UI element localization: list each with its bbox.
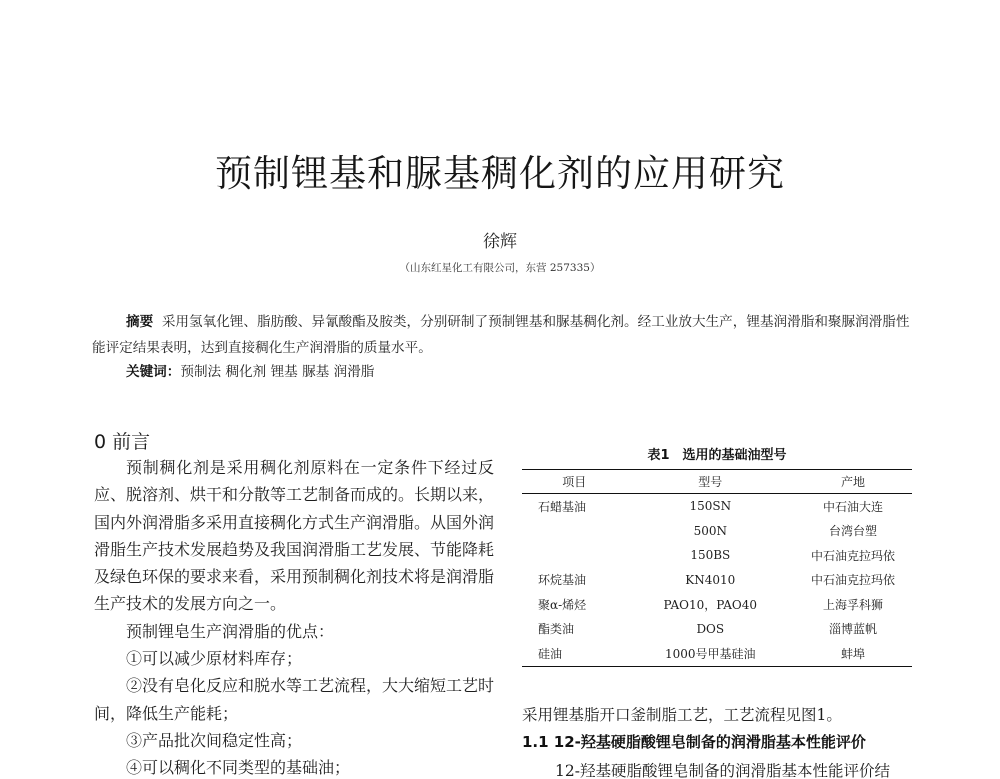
base-oil-table xyxy=(522,469,912,667)
abstract-text: 采用氢氧化锂、脂肪酸、异氰酸酯及胺类，分别研制了预制锂基和脲基稠化剂。经工业放大生产，锂基润滑脂和聚脲润滑脂性能评定结果表明，达到直接稠化生产润滑脂的质量水平。 xyxy=(92,314,910,356)
table-cell: 150SN xyxy=(689,499,732,514)
table-row xyxy=(522,617,912,642)
advantage-item: ②没有皂化反应和脱水等工艺流程，大大缩短工艺时间，降低生产能耗； xyxy=(94,676,495,723)
keywords-text: 预制法 稠化剂 锂基 脲基 润滑脂 xyxy=(180,364,375,380)
table-caption: 表1 选用的基础油型号 xyxy=(647,448,787,463)
subsection-text: 12-羟基硬脂酸锂皂制备的润滑脂基本性能评价结 xyxy=(555,762,890,779)
table-cell: 聚α-烯烃 xyxy=(538,597,587,612)
table-cell xyxy=(522,519,626,544)
table-cell: 淄博蓝帆 xyxy=(829,622,878,637)
table-cell: 上海孚科狮 xyxy=(823,597,884,612)
section-heading-preface: 0 前言 xyxy=(94,431,151,453)
advantage-item: ③产品批次间稳定性高； xyxy=(126,730,303,750)
table-cell: 硅油 xyxy=(522,641,626,666)
table-header-cell: 产地 xyxy=(794,470,912,494)
table-row xyxy=(522,592,912,617)
table-row xyxy=(522,543,912,568)
table-cell: 中石油克拉玛依 xyxy=(811,573,896,588)
author-name: 徐辉 xyxy=(483,232,517,252)
preface-body xyxy=(94,454,494,779)
advantage-item: ④可以稠化不同类型的基础油； xyxy=(126,758,351,778)
table-header-cell: 项目 xyxy=(522,470,626,494)
preface-paragraph: 预制稠化剂是采用稠化剂原料在一定条件下经过反应、脱溶剂、烘干和分散等工艺制备而成的。长期以来，国内外润滑脂多采用直接稠化方式生产润滑脂。从国外润滑脂生产技术发展趋势及我国润滑脂工艺发展、节能降耗及绿色环保的要求来看，采用预制稠化剂技术将是润滑脂生产技术的发展方向之一。 xyxy=(94,458,495,614)
author-affiliation: （山东红星化工有限公司，东营 257335） xyxy=(399,262,601,274)
table-cell: 中石油克拉玛依 xyxy=(811,548,896,563)
advantage-item: ①可以减少原材料库存； xyxy=(126,649,303,669)
table-cell: 环烷基油 xyxy=(538,573,587,588)
table-row xyxy=(522,494,912,519)
table-cell: 150BS xyxy=(690,548,731,563)
table-row xyxy=(522,641,912,666)
paper-title: 预制锂基和脲基稠化剂的应用研究 xyxy=(215,152,785,195)
table-cell: KN4010 xyxy=(685,572,736,587)
table-cell: 500N xyxy=(693,523,727,538)
process-description: 采用锂基脂开口釜制脂工艺，工艺流程见图1。 xyxy=(522,706,842,724)
table-cell: 1000号甲基硅油 xyxy=(626,641,794,666)
table-cell xyxy=(522,543,626,568)
table-row xyxy=(522,568,912,593)
table-cell: 酯类油 xyxy=(538,622,575,637)
preface-paragraph: 预制锂皂生产润滑脂的优点： xyxy=(126,621,335,641)
table-cell: PAO10，PAO40 xyxy=(663,597,758,612)
keywords-label: 关键词： xyxy=(126,364,181,380)
table-row xyxy=(522,519,912,544)
abstract-block xyxy=(92,309,922,361)
subsection-heading: 1.1 12-羟基硬脂酸锂皂制备的润滑脂基本性能评价 xyxy=(522,733,866,751)
table-cell: 石蜡基油 xyxy=(538,499,587,514)
keywords-block xyxy=(126,360,374,380)
table-header-cell: 型号 xyxy=(626,470,794,494)
table-cell: 中石油大连 xyxy=(823,499,884,514)
abstract-label: 摘要 xyxy=(126,314,154,330)
table-header-row xyxy=(522,470,912,494)
table-cell: 台湾台塑 xyxy=(829,524,878,539)
table-cell: DOS xyxy=(696,621,725,636)
table-cell: 蚌埠 xyxy=(794,641,912,666)
